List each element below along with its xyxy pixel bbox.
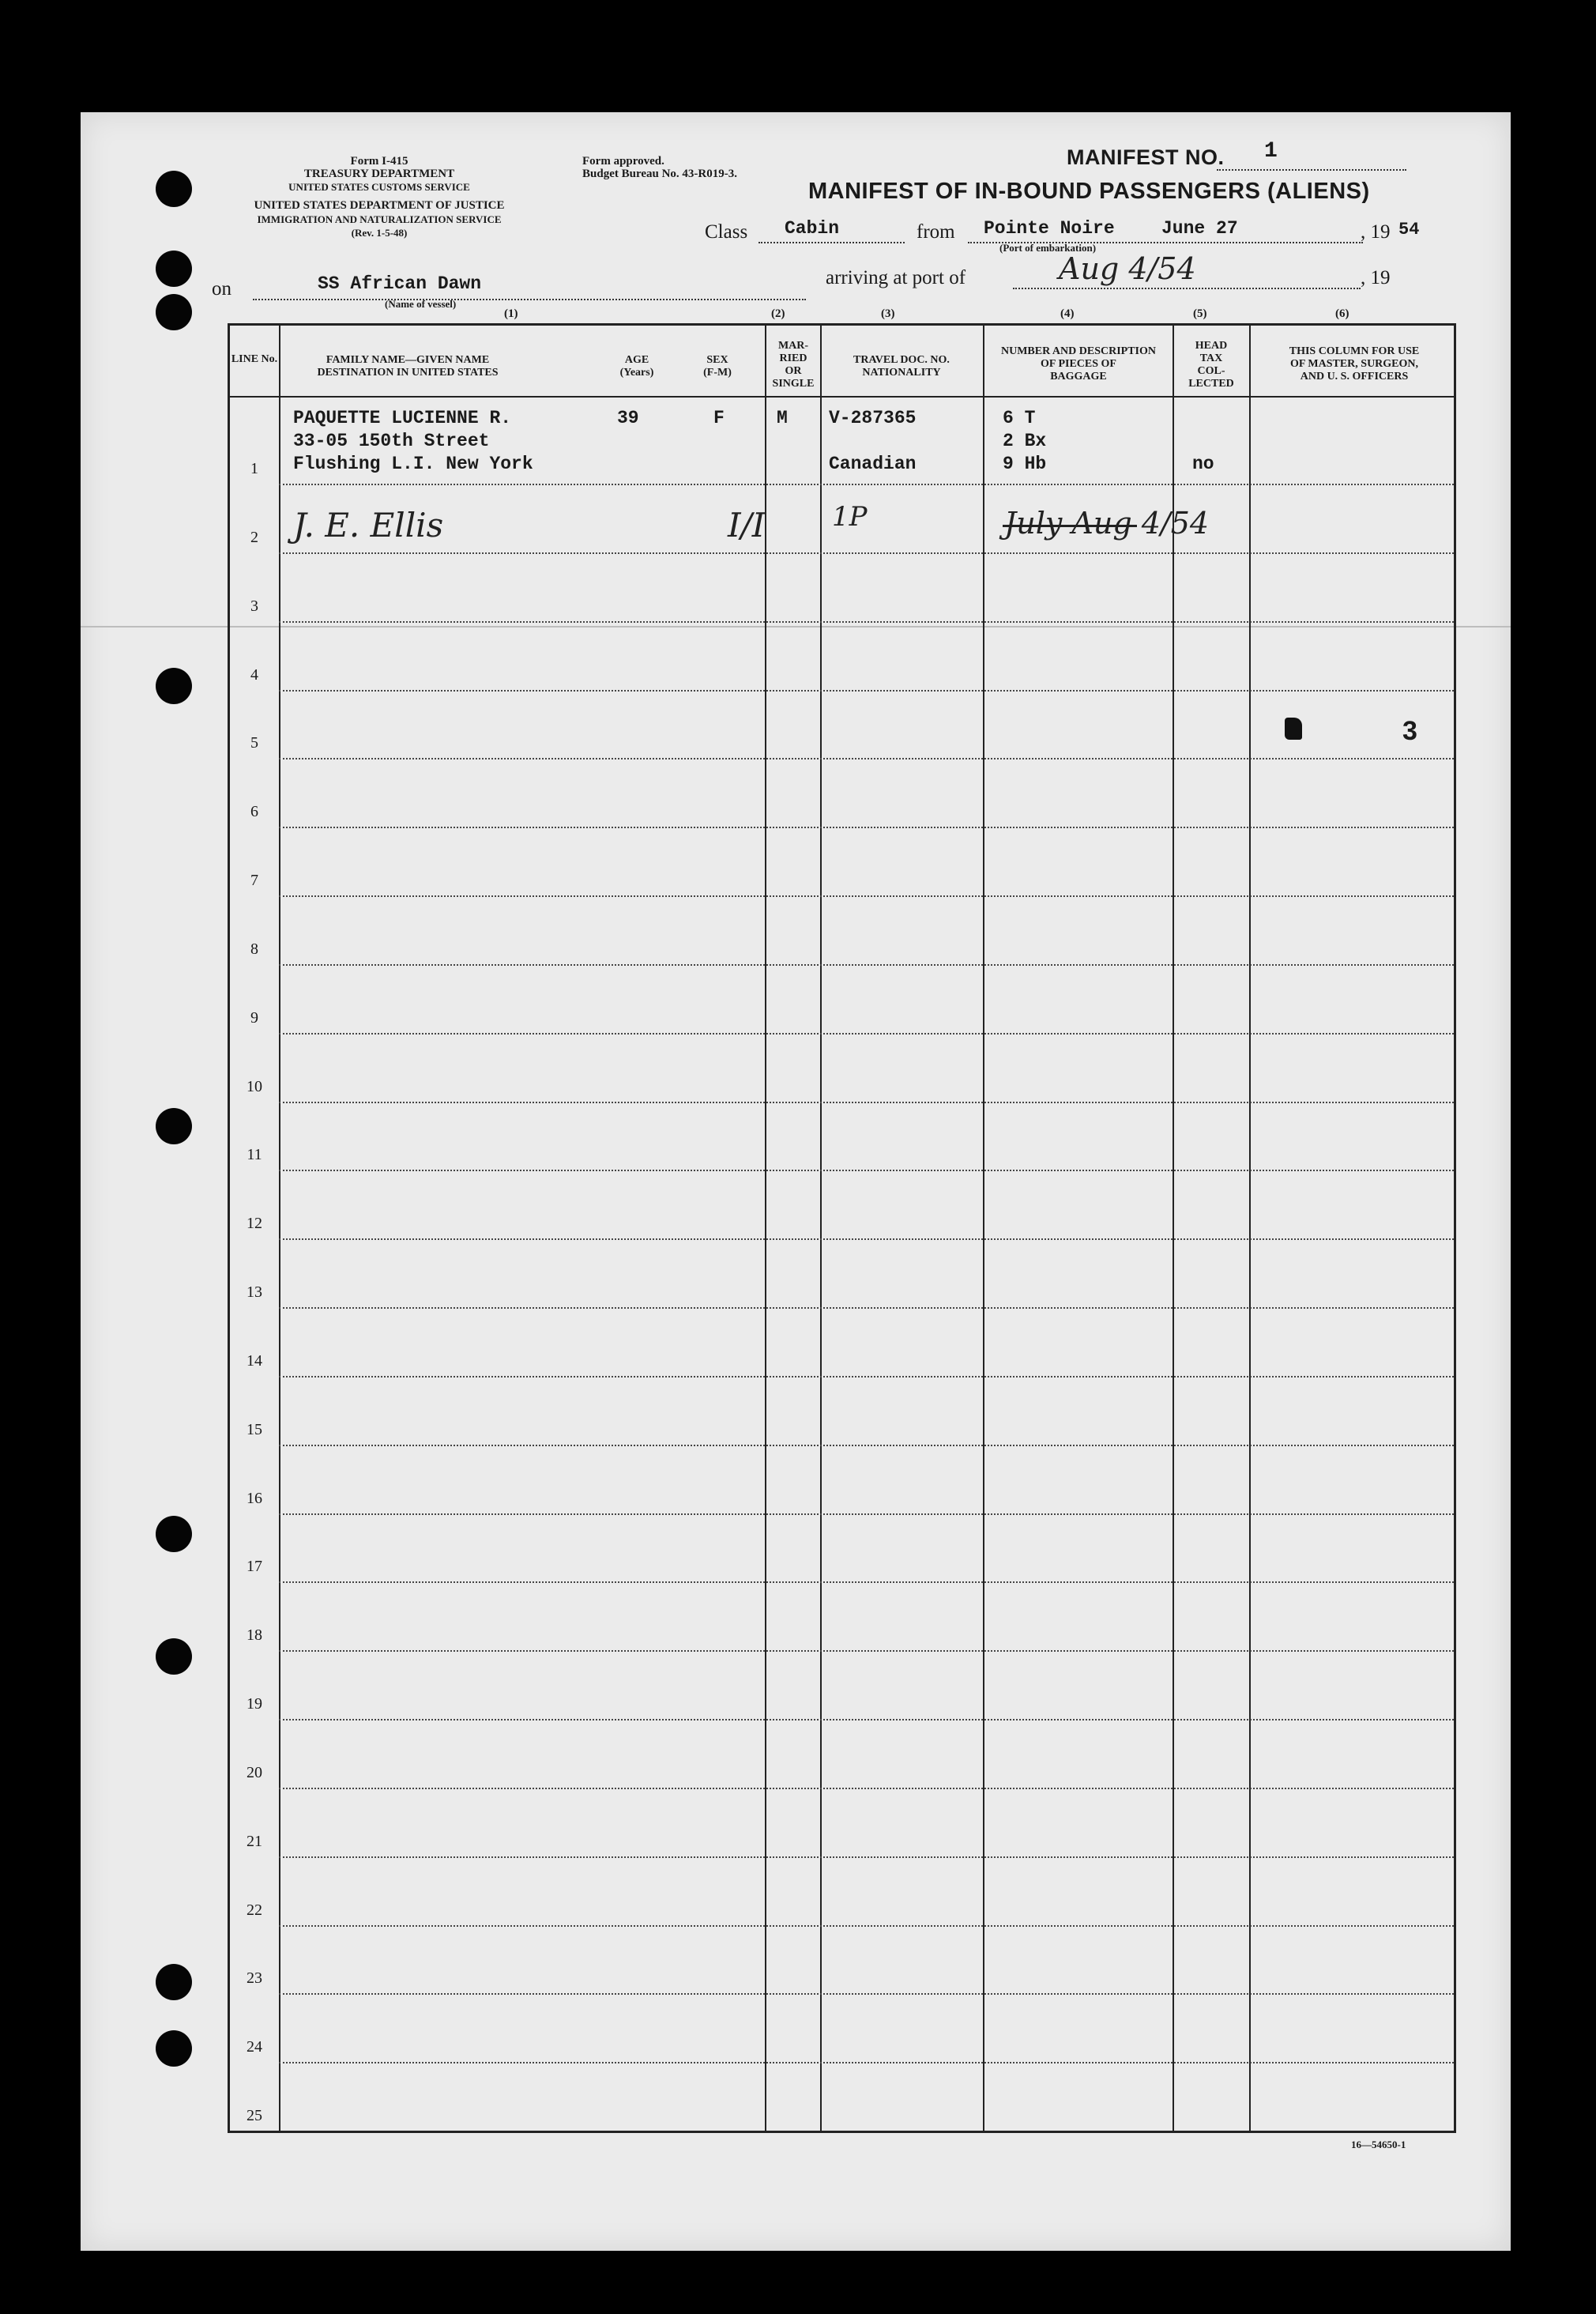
row-divider — [279, 1033, 1454, 1035]
line-number: 1 — [250, 460, 258, 477]
col-divider — [1249, 326, 1251, 2131]
year-prefix: , 19 — [1361, 221, 1391, 243]
line-number: 15 — [247, 1421, 262, 1438]
row-divider — [279, 1307, 1454, 1309]
passenger-address-city: Flushing L.I. New York — [293, 454, 533, 474]
treasury-dept: TREASURY DEPARTMENT — [303, 168, 455, 180]
passenger-table — [228, 323, 1456, 2133]
nationality: Canadian — [829, 454, 917, 474]
row-divider — [279, 484, 1454, 485]
row-divider — [279, 1513, 1454, 1515]
line-number: 13 — [247, 1283, 262, 1301]
from-label: from — [917, 221, 955, 243]
handwritten-date: July Aug 4/54 — [1004, 506, 1210, 541]
col-header-name: FAMILY NAME—GIVEN NAME DESTINATION IN UNITED STATES — [317, 354, 499, 379]
punch-hole — [156, 668, 192, 704]
row-divider — [279, 895, 1454, 897]
col-divider — [983, 326, 984, 2131]
line-number: 12 — [247, 1215, 262, 1232]
row-divider — [279, 552, 1454, 554]
col-header-married: MAR- RIED OR SINGLE — [772, 340, 815, 390]
row-divider — [279, 964, 1454, 966]
row-divider — [279, 827, 1454, 828]
row-divider — [279, 621, 1454, 623]
line-number: 20 — [247, 1764, 262, 1781]
arriving-year: , 19 — [1361, 267, 1391, 288]
row-divider — [279, 1102, 1454, 1103]
header-divider — [230, 396, 1454, 398]
port-embarkation-note: (Port of embarkation) — [999, 242, 1097, 254]
budget-bureau: Budget Bureau No. 43-R019-3. — [582, 168, 737, 180]
row-divider — [279, 1993, 1454, 1995]
strikethrough — [1003, 525, 1137, 527]
colnum-6: (6) — [1335, 307, 1349, 320]
justice-dept: UNITED STATES DEPARTMENT OF JUSTICE — [254, 199, 505, 212]
row-divider — [279, 1581, 1454, 1583]
line-number: 14 — [247, 1352, 262, 1370]
baggage-line-1: 6 T — [1003, 408, 1036, 428]
row-divider — [279, 1238, 1454, 1240]
arriving-label: arriving at port of — [826, 267, 966, 288]
line-number: 9 — [250, 1009, 258, 1027]
punch-hole — [156, 171, 192, 207]
handwritten-mark: I/I — [728, 506, 766, 545]
travel-doc-number: V-287365 — [829, 408, 917, 428]
on-label: on — [212, 278, 231, 300]
punch-hole — [156, 294, 192, 330]
handwritten-code: 1P — [832, 501, 868, 533]
head-tax-value: no — [1192, 454, 1214, 474]
row-divider — [279, 1376, 1454, 1377]
ink-blot — [1285, 718, 1302, 740]
line-number: 8 — [250, 940, 258, 958]
revision: (Rev. 1-5-48) — [351, 227, 408, 239]
row-divider — [279, 758, 1454, 759]
row-divider — [279, 690, 1454, 692]
line-number: 4 — [250, 666, 258, 684]
arriving-line — [1013, 288, 1361, 289]
side-mark: 3 — [1402, 716, 1417, 746]
row-divider — [279, 1719, 1454, 1720]
col-header-travel: TRAVEL DOC. NO. NATIONALITY — [853, 354, 950, 379]
departure-date: June 27 — [1161, 218, 1238, 239]
handwritten-signature: J. E. Ellis — [293, 506, 444, 545]
colnum-1: (1) — [504, 307, 518, 320]
class-label: Class — [705, 221, 748, 243]
line-number: 2 — [250, 529, 258, 546]
vessel-name: SS African Dawn — [318, 273, 482, 294]
punch-hole — [156, 1516, 192, 1552]
baggage-line-3: 9 Hb — [1003, 454, 1047, 474]
passenger-married: M — [777, 408, 788, 428]
line-number: 16 — [247, 1490, 262, 1507]
line-number: 6 — [250, 803, 258, 820]
passenger-age: 39 — [617, 408, 639, 428]
line-number: 23 — [247, 1969, 262, 1987]
line-number: 3 — [250, 597, 258, 615]
line-number: 11 — [247, 1146, 262, 1163]
row-divider — [279, 1856, 1454, 1858]
manifest-label: MANIFEST NO. — [1067, 145, 1225, 169]
row-divider — [279, 1170, 1454, 1171]
baggage-line-2: 2 Bx — [1003, 431, 1047, 451]
form-number: Form I-415 — [350, 155, 408, 168]
passenger-address-street: 33-05 150th Street — [293, 431, 490, 451]
line-number: 21 — [247, 1833, 262, 1850]
form-code: 16—54650-1 — [1351, 2139, 1406, 2150]
col-header-sex: SEX (F-M) — [703, 354, 732, 379]
vessel-line — [253, 299, 806, 300]
line-number: 25 — [247, 2107, 262, 2124]
year-value: 54 — [1398, 220, 1420, 239]
passenger-name: PAQUETTE LUCIENNE R. — [293, 408, 512, 428]
line-number: 19 — [247, 1695, 262, 1713]
row-divider — [279, 1445, 1454, 1446]
ins-service: IMMIGRATION AND NATURALIZATION SERVICE — [257, 213, 502, 225]
from-port: Pointe Noire — [984, 218, 1115, 239]
line-number: 24 — [247, 2038, 262, 2056]
colnum-5: (5) — [1193, 307, 1207, 320]
form-approved: Form approved. — [582, 155, 664, 168]
colnum-2: (2) — [771, 307, 785, 320]
manifest-number: 1 — [1264, 139, 1278, 164]
col-header-officers: THIS COLUMN FOR USE OF MASTER, SURGEON, AND U. S. OFFICERS — [1289, 345, 1420, 383]
colnum-4: (4) — [1060, 307, 1075, 320]
col-header-line: LINE No. — [231, 353, 278, 365]
punch-hole — [156, 1108, 192, 1144]
col-header-age: AGE (Years) — [619, 354, 654, 379]
line-number: 18 — [247, 1626, 262, 1644]
col-divider — [820, 326, 822, 2131]
page-title: MANIFEST OF IN-BOUND PASSENGERS (ALIENS) — [808, 179, 1370, 204]
row-divider — [279, 2062, 1454, 2063]
row-divider — [279, 1650, 1454, 1652]
passenger-sex: F — [713, 408, 725, 428]
row-divider — [279, 1788, 1454, 1789]
col-divider — [765, 326, 766, 2131]
class-value: Cabin — [785, 218, 840, 239]
line-number: 22 — [247, 1901, 262, 1919]
col-header-baggage: NUMBER AND DESCRIPTION OF PIECES OF BAGGAGE — [1000, 345, 1157, 383]
punch-hole — [156, 1638, 192, 1675]
punch-hole — [156, 1964, 192, 2000]
line-number: 7 — [250, 872, 258, 889]
line-number: 10 — [247, 1078, 262, 1095]
punch-hole — [156, 2030, 192, 2067]
col-divider — [1173, 326, 1174, 2131]
col-divider — [279, 326, 280, 2131]
class-line — [758, 242, 905, 243]
line-number: 5 — [250, 734, 258, 752]
arrival-handwritten-date: Aug 4/54 — [1059, 251, 1196, 286]
punch-hole — [156, 251, 192, 287]
manifest-no-line — [1217, 169, 1406, 171]
col-header-headtax: HEAD TAX COL- LECTED — [1188, 340, 1234, 390]
row-divider — [279, 1925, 1454, 1927]
colnum-3: (3) — [881, 307, 895, 320]
vessel-note: (Name of vessel) — [385, 298, 457, 310]
line-number: 17 — [247, 1558, 262, 1575]
customs-service: UNITED STATES CUSTOMS SERVICE — [288, 181, 470, 193]
